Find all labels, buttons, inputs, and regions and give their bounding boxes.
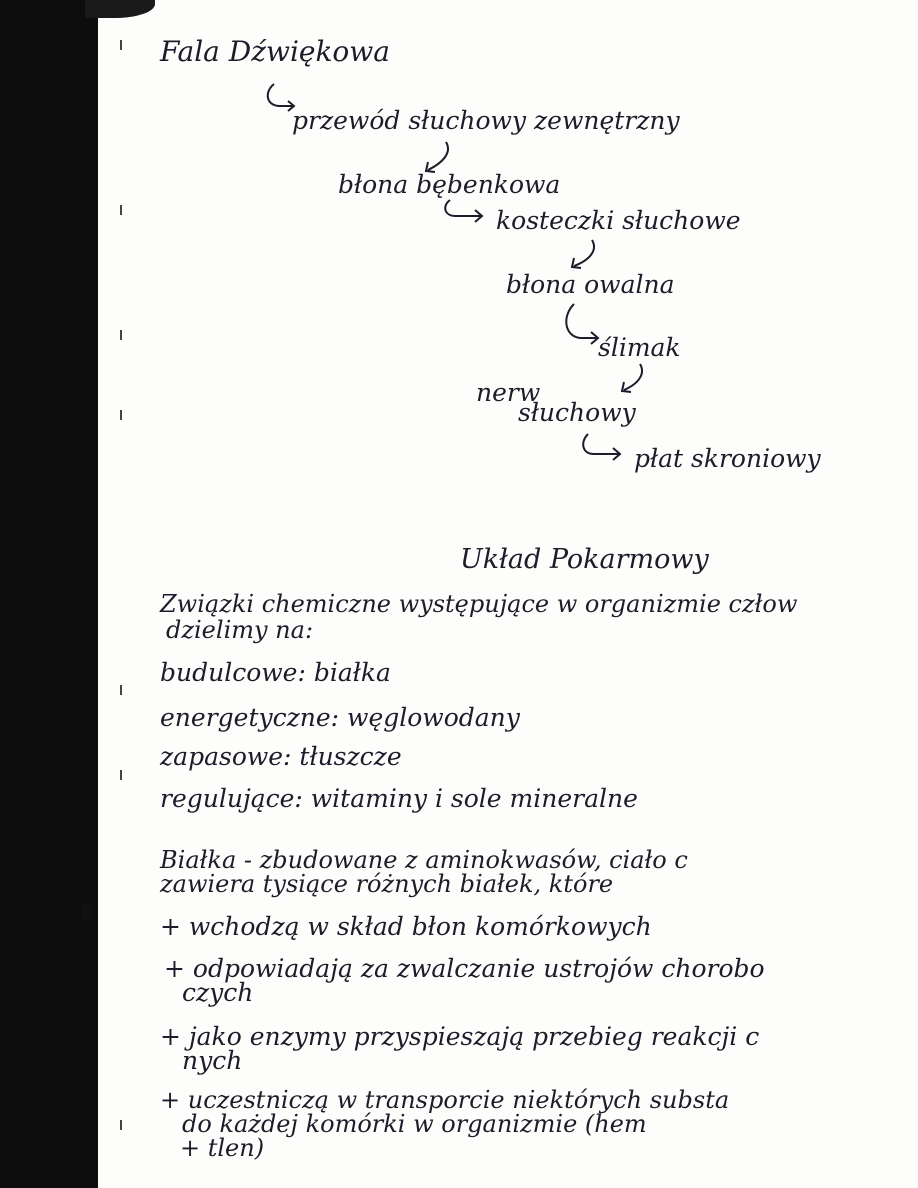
category-regulating: regulujące: witaminy i sole mineralne bbox=[160, 784, 638, 813]
intro-line-1: Związki chemiczne występujące w organizmie człow bbox=[160, 590, 798, 618]
category-building: budulcowe: białka bbox=[160, 658, 391, 687]
chain-step-ossicles: kosteczki słuchowe bbox=[496, 206, 741, 235]
margin-mark bbox=[120, 685, 122, 695]
hook-arrow-icon bbox=[578, 432, 628, 466]
margin-mark bbox=[120, 40, 122, 50]
intro-line-2: dzielimy na: bbox=[166, 616, 314, 644]
chain-step-eardrum: błona bębenkowa bbox=[338, 170, 561, 199]
proteins-point-transport: + uczestniczą w transporcie niektórych substa bbox=[160, 1086, 730, 1114]
proteins-line-2: zawiera tysiące różnych białek, które bbox=[160, 870, 614, 898]
hook-arrow-icon bbox=[440, 196, 490, 226]
chain-step-cochlea: ślimak bbox=[598, 333, 681, 362]
chain-step-oval-window: błona owalna bbox=[506, 270, 675, 299]
binding-notch bbox=[82, 905, 92, 919]
proteins-line-1: Białka - zbudowane z aminokwasów, ciało c bbox=[160, 846, 688, 874]
category-energy: energetyczne: węglowodany bbox=[160, 703, 520, 732]
margin-mark bbox=[120, 410, 122, 420]
section1-title: Fala Dźwiękowa bbox=[160, 35, 390, 68]
proteins-point-transport-cont: do każdej komórki w organizmie (hem bbox=[182, 1110, 647, 1138]
proteins-point-disease: + odpowiadają za zwalczanie ustrojów chorobo bbox=[164, 954, 765, 983]
chain-step-ear-canal: przewód słuchowy zewnętrzny bbox=[292, 106, 680, 135]
chain-step-temporal-lobe: płat skroniowy bbox=[634, 444, 821, 473]
down-left-arrow-icon bbox=[568, 238, 602, 274]
down-left-arrow-icon bbox=[618, 362, 652, 398]
proteins-point-disease-cont: czych bbox=[182, 978, 254, 1007]
margin-mark bbox=[120, 770, 122, 780]
chain-step-nerve: nerw bbox=[476, 378, 541, 407]
margin-mark bbox=[120, 330, 122, 340]
chain-step-auditory: słuchowy bbox=[518, 398, 636, 427]
proteins-point-membranes: + wchodzą w skład błon komórkowych bbox=[160, 912, 652, 941]
margin-mark bbox=[120, 205, 122, 215]
margin-mark bbox=[120, 1120, 122, 1130]
proteins-point-enzymes-cont: nych bbox=[182, 1046, 243, 1075]
category-storage: zapasowe: tłuszcze bbox=[160, 742, 402, 771]
notebook-binding bbox=[0, 0, 98, 1188]
page-curl bbox=[85, 0, 155, 18]
proteins-point-enzymes: + jako enzymy przyspieszają przebieg reakcji c bbox=[160, 1022, 760, 1051]
section2-title: Układ Pokarmowy bbox=[460, 544, 709, 575]
proteins-point-oxygen: + tlen) bbox=[180, 1134, 265, 1162]
